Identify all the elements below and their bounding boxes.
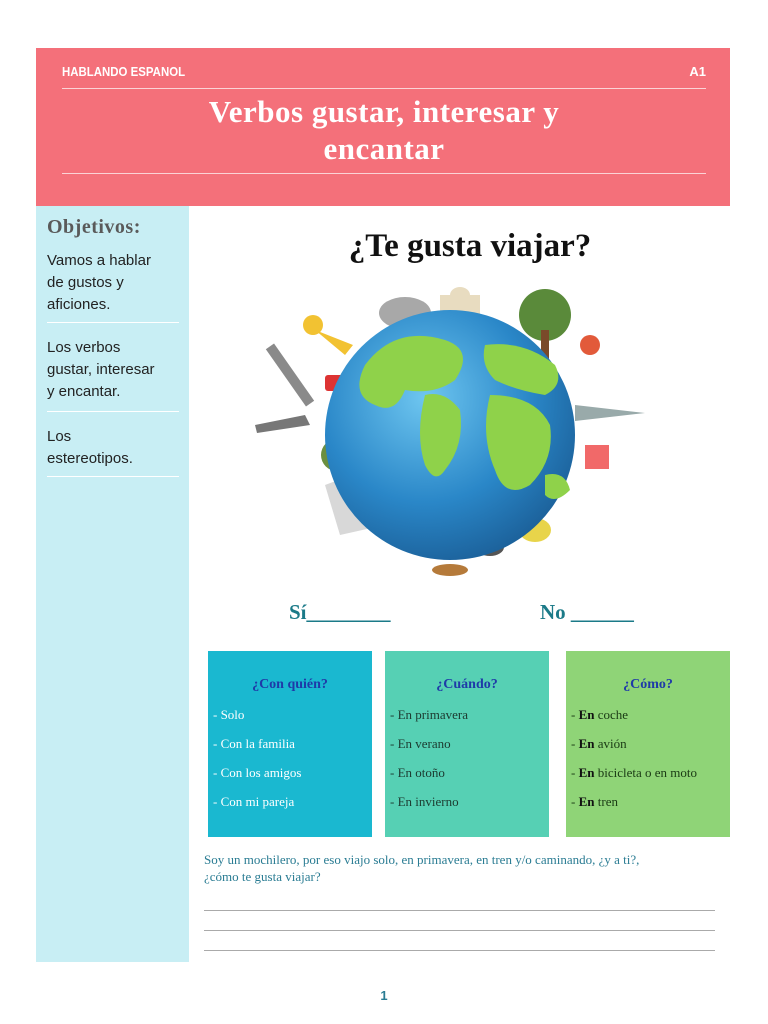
card-item: - En bicicleta o en moto <box>571 765 698 780</box>
card-heading: ¿Cuándo? <box>436 677 498 692</box>
card-item: - Con mi pareja <box>213 794 295 809</box>
objective-line: y encantar. <box>47 383 121 400</box>
card-item-bold: En <box>578 794 595 809</box>
header-banner <box>36 48 730 206</box>
card-item-bold: En <box>578 736 595 751</box>
page-title <box>62 93 706 167</box>
writing-line[interactable] <box>204 910 715 911</box>
card-item: - En avión <box>571 736 627 751</box>
objective-divider <box>47 322 179 323</box>
writing-prompt <box>204 851 734 885</box>
card-item-rest: tren <box>594 794 618 809</box>
objectives-sidebar <box>36 206 189 962</box>
card-item: - Con la familia <box>213 736 295 751</box>
objective-line: aficiones. <box>47 296 111 313</box>
brand-label: HABLANDO ESPANOL <box>62 64 186 79</box>
card-item: - Solo <box>213 707 245 722</box>
objective-line: gustar, interesar <box>47 361 155 378</box>
objective-line: Los <box>47 428 72 445</box>
objective-item <box>47 337 179 403</box>
card-item-rest: bicicleta o en moto <box>594 765 698 780</box>
card-item: - En otoño <box>390 765 445 780</box>
objective-line: Vamos a hablar <box>47 252 151 269</box>
card-item: - En coche <box>571 707 629 722</box>
header-divider-top <box>62 88 706 89</box>
card-item: - En tren <box>571 794 618 809</box>
prompt-line-1: Soy un mochilero, por eso viajo solo, en primavera, en tren y/o caminando, ¿y a ti?, <box>204 852 640 867</box>
objective-item <box>47 250 179 316</box>
globe-icon <box>245 285 655 585</box>
card-como <box>566 651 730 837</box>
writing-line[interactable] <box>204 950 715 951</box>
prompt-line-2: ¿cómo te gusta viajar? <box>204 869 321 884</box>
main-question: ¿Te gusta viajar? <box>348 228 592 264</box>
objective-divider <box>47 476 179 477</box>
card-heading: ¿Con quién? <box>252 677 328 692</box>
card-item-bold: En <box>578 707 595 722</box>
objective-line: estereotipos. <box>47 450 133 467</box>
globe-with-landmarks-illustration <box>245 285 655 585</box>
objectives-heading: Objetivos: <box>47 216 141 238</box>
objective-item <box>47 426 179 470</box>
yes-answer: Sí________ <box>289 600 391 624</box>
objective-line: de gustos y <box>47 274 124 291</box>
card-item: - En primavera <box>390 707 468 722</box>
objective-line: Los verbos <box>47 339 121 356</box>
card-item-rest: avión <box>594 736 627 751</box>
header-divider-bottom <box>62 173 706 174</box>
card-con-quien <box>208 651 372 837</box>
objective-divider <box>47 411 179 412</box>
card-item-rest: coche <box>594 707 629 722</box>
title-line-2: encantar <box>323 131 445 166</box>
card-cuando <box>385 651 549 837</box>
level-label: A1 <box>689 64 706 79</box>
card-heading: ¿Cómo? <box>623 677 673 692</box>
page-number: 1 <box>380 988 388 1003</box>
card-item: - En invierno <box>390 794 459 809</box>
no-answer: No ______ <box>540 600 634 624</box>
writing-line[interactable] <box>204 930 715 931</box>
card-item-bold: En <box>578 765 595 780</box>
title-line-1: Verbos gustar, interesar y <box>208 94 560 129</box>
card-item: - En verano <box>390 736 451 751</box>
card-item: - Con los amigos <box>213 765 302 780</box>
